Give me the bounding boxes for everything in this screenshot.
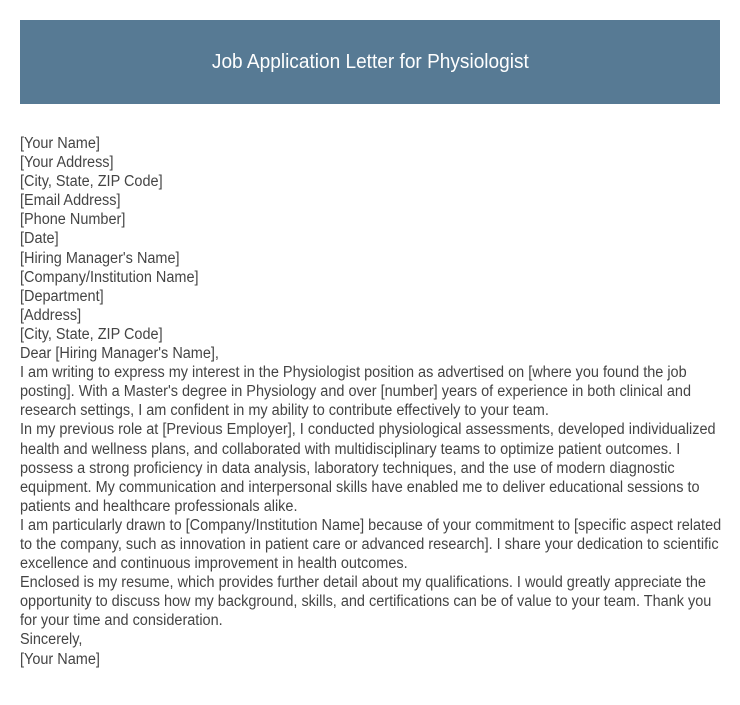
recipient-department: [Department]: [20, 287, 104, 305]
page-title: Job Application Letter for Physiologist: [211, 50, 529, 73]
sender-phone: [Phone Number]: [20, 211, 126, 229]
sender-name: [Your Name]: [20, 135, 100, 152]
letter-body: [20, 134, 726, 669]
recipient-address: [Address]: [20, 306, 82, 324]
paragraph-closing: Enclosed is my resume, which provides further detail about my qualifications. I would greatly appreciate the opportunity to discuss how my background, skills, and certifications can be of value to your team. Thank you for your time and consideration.: [20, 574, 712, 630]
signature: [Your Name]: [20, 650, 100, 668]
title-banner: [20, 20, 720, 104]
sender-address: [Your Address]: [20, 154, 114, 172]
sender-city-state-zip: [City, State, ZIP Code]: [20, 173, 163, 191]
paragraph-intro: I am writing to express my interest in the Physiologist position as advertised on [where you found the job posting]. With a Master's degree in Physiology and over [number] years of experience in both clinical and research settings, I am confident in my ability to contribute effectively to your team.: [20, 364, 692, 420]
recipient-city-state-zip: [City, State, ZIP Code]: [20, 325, 163, 343]
recipient-company: [Company/Institution Name]: [20, 268, 199, 286]
closing: Sincerely,: [20, 631, 83, 649]
salutation: Dear [Hiring Manager's Name],: [20, 345, 219, 363]
recipient-name: [Hiring Manager's Name]: [20, 249, 180, 267]
letter-date: [Date]: [20, 230, 59, 248]
paragraph-experience: In my previous role at [Previous Employer], I conducted physiological assessments, developed individualized health and wellness plans, and collaborated with multidisciplinary teams to optimize patient outcomes. I possess a strong proficiency in data analysis, laboratory techniques, and the use of modern diagnostic equipment. My communication and interpersonal skills have enabled me to deliver educational sessions to patients and healthcare professionals alike.: [20, 421, 716, 515]
paragraph-motivation: I am particularly drawn to [Company/Institution Name] because of your commitment to [specific aspect related to the company, such as innovation in patient care or advanced research]. I share your dedication to scientific excellence and continuous improvement in health outcomes.: [20, 516, 722, 573]
sender-email: [Email Address]: [20, 192, 121, 210]
